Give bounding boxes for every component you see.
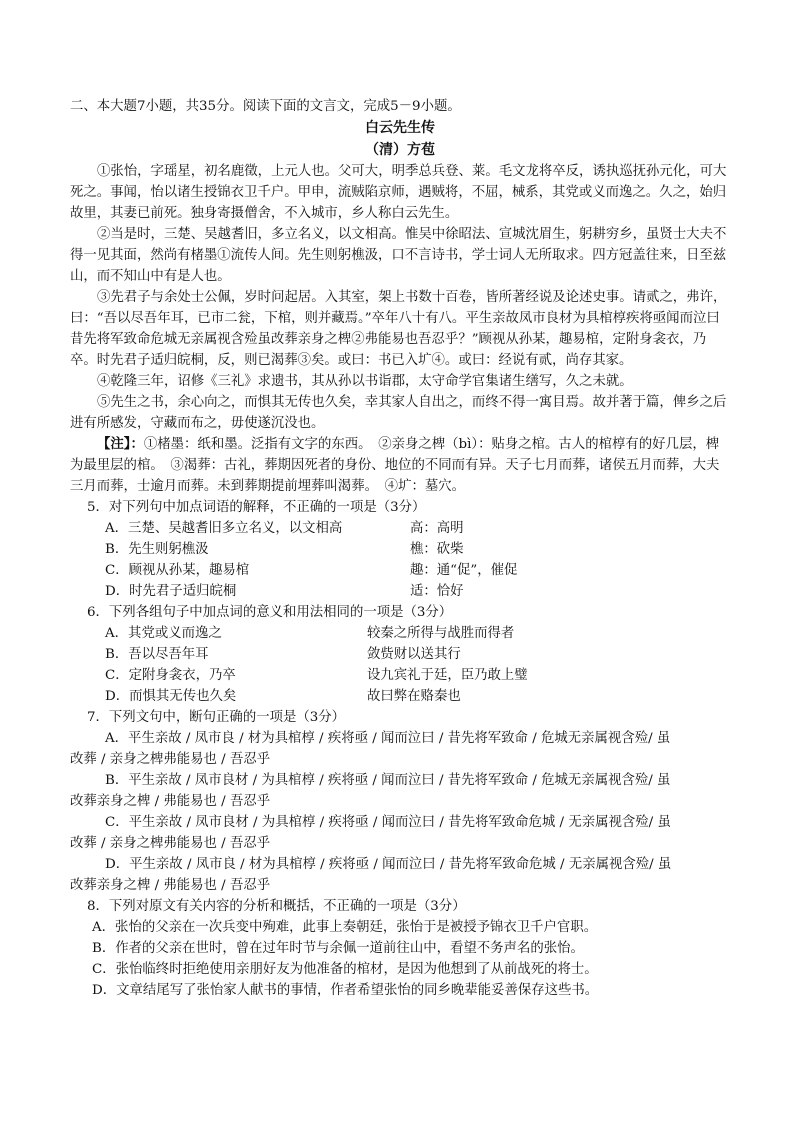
question-5-option-a[interactable]: A．三楚、吴越耆旧多立名义，以文相高 高：高明 — [105, 521, 464, 536]
question-7-stem: 7．下列文句中，断句正确的一项是（3分） — [87, 710, 346, 725]
question-7-option-b[interactable]: B．平生亲故 / 凤市良材 / 为具棺椁 / 疾将亟 / 闻而泣曰 / 昔先将军致命 / 危城无亲属视含殓/ 虽 改葬亲身之椑 / 弗能易也 / 吾忍乎 — [70, 773, 671, 809]
passage-title: 白云先生传 — [365, 120, 435, 136]
section-header: 二、本大题7小题，共35分。阅读下面的文言文，完成5－9小题。 — [70, 99, 461, 114]
question-7-option-c[interactable]: C．平生亲故 / 凤市良材 / 为具棺椁 / 疾将亟 / 闻而泣曰 / 昔先将军致命危城 / 无亲属视含殓/ 虽 改葬 / 亲身之椑弗能易也 / 吾忍乎 — [70, 815, 671, 851]
question-6-option-a[interactable]: A．其党或义而逸之 较秦之所得与战胜而得者 — [105, 626, 515, 641]
passage-paragraph-2: ②当是时，三楚、吴越耆旧，多立名义，以文相高。惟吴中徐昭法、宣城沈眉生，躬耕穷乡，虽贤士大夫不得一见其面，然尚有楮墨①流传人间。先生则躬樵汲，口不言诗书，学士词人无所取求。四方冠盖往来，日至兹山，而不知山中有是人也。 — [70, 227, 727, 284]
question-8-option-a[interactable]: A．张怡的父亲在一次兵变中殉难，此事上奏朝廷，张怡于是被授予锦衣卫千户官职。 — [92, 920, 598, 935]
note-label: 【注】： — [97, 436, 144, 452]
passage-paragraph-5: ⑤先生之书，余心向之，而惧其无传也久矣，幸其家人自出之，而终不得一寓目焉。故并著于篇，俾乡之后进有所感发，守藏而布之，毋使遂沉没也。 — [70, 395, 727, 431]
question-8-option-d[interactable]: D．文章结尾写了张怡家人献书的事情，作者希望张怡的同乡晚辈能妥善保存这些书。 — [92, 983, 599, 998]
annotation-note — [70, 434, 730, 497]
passage-paragraph-4: ④乾隆三年，诏修《三礼》求遗书，其从孙以书诣郡，太守命学官集诸生缮写，久之未就。 — [97, 374, 633, 389]
question-6-option-b[interactable]: B．吾以尽吾年耳 敛赀财以送其行 — [105, 647, 461, 662]
question-8-option-c[interactable]: C．张怡临终时拒绝使用亲朋好友为他准备的棺材，是因为他想到了从前战死的将士。 — [92, 962, 598, 977]
question-5-stem: 5．对下列句中加点词语的解释，不正确的一项是（3分） — [87, 500, 426, 515]
question-8-stem: 8．下列对原文有关内容的分析和概括，不正确的一项是（3分） — [87, 899, 466, 914]
question-7-option-d[interactable]: D．平生亲故 / 凤市良 / 材为具棺椁 / 疾将亟 / 闻而泣曰 / 昔先将军致命危城 / 无亲属视含殓/ 虽 改葬亲身之椑 / 弗能易也 / 吾忍乎 — [70, 857, 672, 893]
passage-paragraph-1: ①张怡，字瑶星，初名鹿徵，上元人也。父可大，明季总兵登、莱。毛文龙将卒反，诱执巡抚孙元化，可大死之。事闻，怡以诸生授锦衣卫千户。甲申，流贼陷京师，遇贼将，不屈，械系，其党或义而逸之。久之，始归故里，其妻已前死。独身寄摄僧舍，不入城市，乡人称白云先生。 — [70, 164, 727, 221]
question-7-option-a[interactable]: A．平生亲故 / 凤市良 / 材为具棺椁 / 疾将亟 / 闻而泣曰 / 昔先将军致命 / 危城无亲属视含殓/ 虽 改葬 / 亲身之椑弗能易也 / 吾忍乎 — [70, 731, 671, 767]
question-8-option-b[interactable]: B．作者的父亲在世时，曾在过年时节与余佩一道前往山中，看望不务声名的张怡。 — [92, 941, 584, 956]
question-5-option-d[interactable]: D．时先君子适归皖桐 适：恰好 — [105, 584, 464, 599]
passage-author: （清）方苞 — [365, 142, 435, 158]
question-5-option-b[interactable]: B．先生则躬樵汲 樵：砍柴 — [105, 542, 464, 557]
question-6-stem: 6．下列各组句子中加点词的意义和用法相同的一项是（3分） — [87, 605, 453, 620]
note-text: ①楮墨：纸和墨。泛指有文字的东西。 ②亲身之椑（bì）：贴身之棺。古人的棺椁有的好几层，椑为最里层的棺。 ③渴葬：古礼，葬期因死者的身份、地位的不同而有异。天子七月而葬，诸侯五月而葬，大夫三月而葬，士逾月而葬。未到葬期提前埋葬叫渴葬。 ④圹：墓穴。 — [70, 437, 720, 494]
exam-page — [70, 96, 730, 1001]
question-5-option-c[interactable]: C．顾视从孙某，趣易棺 趣：通“促”，催促 — [105, 563, 518, 578]
passage-paragraph-3: ③先君子与余处士公佩，岁时问起居。入其室，架上书数十百卷，皆所著经说及论述史事。请贰之，弗许，曰：“吾以尽吾年耳，已市二瓮，下棺，则并藏焉。”卒年八十有八。平生亲故凤市良材为具棺椁疾将亟闻而泣曰昔先将军致命危城无亲属视含殓虽改葬亲身之椑②弗能易也吾忍乎？”顾视从孙某，趣易棺，定附身衾衣，乃卒。时先君子适归皖桐，反，则已渴葬③矣。或曰：书已入圹④。或曰：经说有贰，尚存其家。 — [70, 290, 727, 368]
question-6-option-c[interactable]: C．定附身衾衣，乃卒 设九宾礼于廷，臣乃敢上璧 — [105, 668, 528, 683]
question-6-option-d[interactable]: D．而惧其无传也久矣 故曰弊在赂秦也 — [105, 689, 461, 704]
